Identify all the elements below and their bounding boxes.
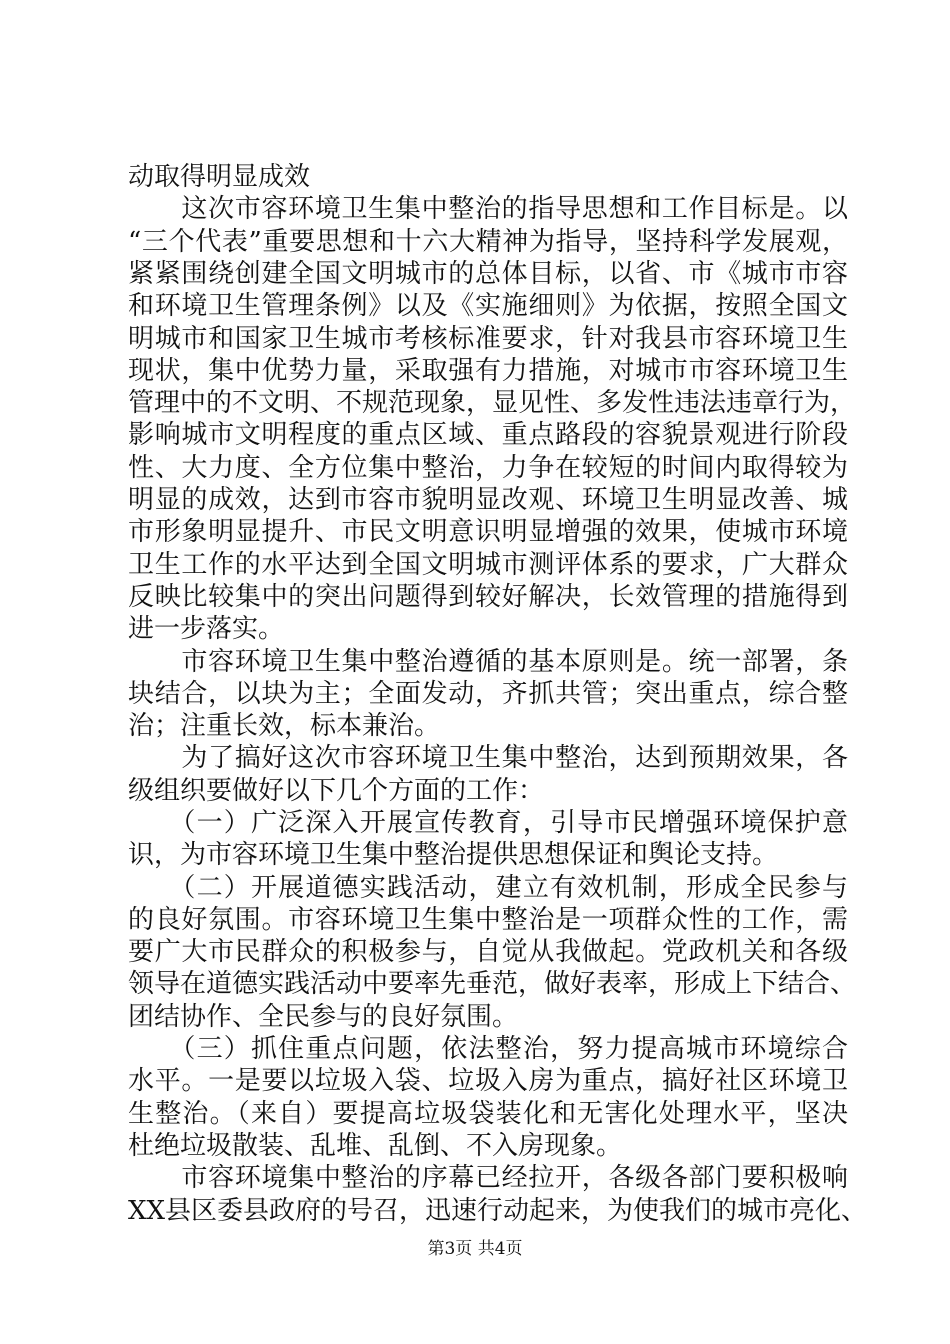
text-line: 明显的成效，达到市容市貌明显改观、环境卫生明显改善、城 bbox=[128, 485, 848, 515]
text-line: 市形象明显提升、市民文明意识明显增强的效果，使城市环境 bbox=[128, 517, 848, 547]
text-line: （一）广泛深入开展宣传教育，引导市民增强环境保护意 bbox=[128, 808, 848, 838]
text-line: （三）抓住重点问题，依法整治，努力提高城市环境综合 bbox=[128, 1034, 848, 1064]
text-line: 进一步落实。 bbox=[128, 614, 285, 644]
text-line: 动取得明显成效 bbox=[128, 162, 311, 192]
text-line: 级组织要做好以下几个方面的工作： bbox=[128, 776, 545, 806]
text-line: 管理中的不文明、不规范现象，显见性、多发性违法违章行为， bbox=[128, 388, 857, 418]
text-line: 现状，集中优势力量，采取强有力措施，对城市市容环境卫生 bbox=[128, 356, 848, 386]
text-line: 反映比较集中的突出问题得到较好解决，长效管理的措施得到 bbox=[128, 582, 848, 612]
text-line: （二）开展道德实践活动，建立有效机制，形成全民参与 bbox=[128, 873, 848, 903]
text-line: 的良好氛围。市容环境卫生集中整治是一项群众性的工作，需 bbox=[128, 905, 848, 935]
text-line: 生整治。（来自）要提高垃圾袋装化和无害化处理水平，坚决 bbox=[128, 1099, 848, 1129]
text-line: 影响城市文明程度的重点区域、重点路段的容貌景观进行阶段 bbox=[128, 420, 848, 450]
text-line: “三个代表”重要思想和十六大精神为指导，坚持科学发展观， bbox=[128, 227, 848, 257]
text-line: 性、大力度、全方位集中整治，力争在较短的时间内取得较为 bbox=[128, 453, 848, 483]
text-line: 治；注重长效，标本兼治。 bbox=[128, 711, 441, 741]
text-line: 块结合，以块为主；全面发动，齐抓共管；突出重点，综合整 bbox=[128, 679, 848, 709]
text-line: 领导在道德实践活动中要率先垂范，做好表率，形成上下结合、 bbox=[128, 969, 857, 999]
page-number-footer: 第3页 共4页 bbox=[427, 1239, 523, 1259]
text-line: 卫生工作的水平达到全国文明城市测评体系的要求，广大群众 bbox=[128, 550, 848, 580]
text-line: 为了搞好这次市容环境卫生集中整治，达到预期效果，各 bbox=[128, 743, 848, 773]
text-line: 杜绝垃圾散装、乱堆、乱倒、不入房现象。 bbox=[128, 1131, 623, 1161]
text-line: 明城市和国家卫生城市考核标准要求，针对我县市容环境卫生 bbox=[128, 324, 848, 354]
text-line: 识，为市容环境卫生集中整治提供思想保证和舆论支持。 bbox=[128, 840, 779, 870]
text-line: XX县区委县政府的号召，迅速行动起来，为使我们的城市亮化、 bbox=[128, 1196, 868, 1226]
text-line: 和环境卫生管理条例》以及《实施细则》为依据，按照全国文 bbox=[128, 291, 848, 321]
text-line: 市容环境卫生集中整治遵循的基本原则是。统一部署，条 bbox=[128, 647, 848, 677]
text-line: 市容环境集中整治的序幕已经拉开，各级各部门要积极响 bbox=[128, 1163, 848, 1193]
text-line: 这次市容环境卫生集中整治的指导思想和工作目标是。以 bbox=[128, 194, 848, 224]
text-line: 要广大市民群众的积极参与，自觉从我做起。党政机关和各级 bbox=[128, 937, 848, 967]
text-line: 水平。一是要以垃圾入袋、垃圾入房为重点，搞好社区环境卫 bbox=[128, 1066, 848, 1096]
text-line: 紧紧围绕创建全国文明城市的总体目标，以省、市《城市市容 bbox=[128, 259, 848, 289]
text-line: 团结协作、全民参与的良好氛围。 bbox=[128, 1002, 519, 1032]
